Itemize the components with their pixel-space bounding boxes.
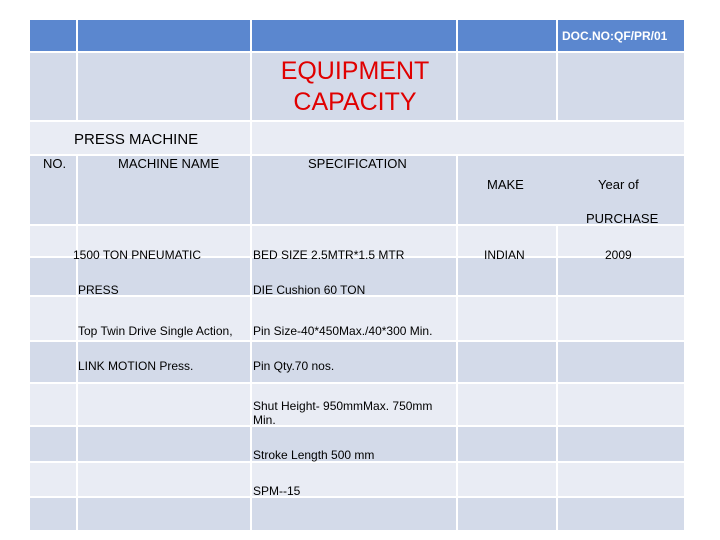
machine-name-line: PRESS — [78, 283, 119, 297]
header-cell — [458, 20, 556, 51]
spec-line: DIE Cushion 60 TON — [253, 283, 366, 297]
spec-line: Shut Height- 950mmMax. 750mm Min. — [253, 399, 433, 427]
title-line-2: CAPACITY — [293, 88, 417, 116]
column-header-make: MAKE — [487, 177, 524, 192]
spec-line: Stroke Length 500 mm — [253, 448, 375, 462]
spec-line: Pin Size-40*450Max./40*300 Min. — [253, 324, 433, 338]
make-value: INDIAN — [484, 248, 525, 262]
page-title — [250, 56, 460, 118]
machine-name-line: 1500 TON PNEUMATIC — [73, 248, 202, 262]
section-label: PRESS MACHINE — [74, 131, 199, 148]
table-cell — [458, 53, 556, 120]
table-cell — [78, 53, 250, 120]
title-line-1: EQUIPMENT — [280, 57, 430, 85]
doc-number: DOC.NO:QF/PR/01 — [562, 29, 668, 43]
table-cell — [30, 53, 76, 120]
column-header-year-of: Year of — [598, 177, 639, 192]
table-cell — [252, 122, 684, 154]
machine-name-line: Top Twin Drive Single Action, — [78, 324, 233, 338]
year-value: 2009 — [605, 248, 632, 262]
column-header-no: NO. — [43, 156, 67, 171]
header-cell — [252, 20, 456, 51]
column-header-purchase: PURCHASE — [586, 211, 659, 226]
machine-name-line: LINK MOTION Press. — [78, 359, 194, 373]
header-cell — [30, 20, 76, 51]
spec-line: Pin Qty.70 nos. — [253, 359, 335, 373]
spec-line: SPM--15 — [253, 484, 301, 498]
spec-line: BED SIZE 2.5MTR*1.5 MTR — [253, 248, 405, 262]
column-header-machine-name: MACHINE NAME — [118, 156, 220, 171]
header-cell — [78, 20, 250, 51]
column-header-specification: SPECIFICATION — [308, 156, 407, 171]
table-cell — [558, 53, 684, 120]
